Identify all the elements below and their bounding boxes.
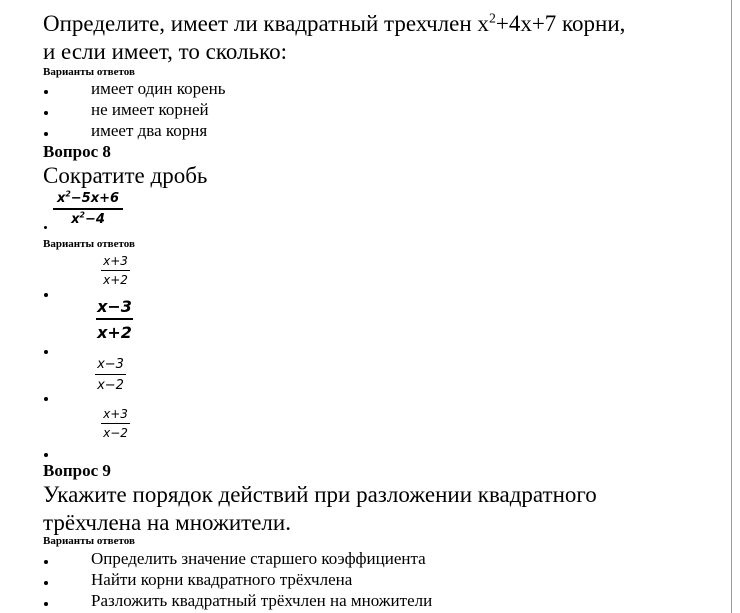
bullet-icon <box>44 453 48 457</box>
q9-text-line2: трёхчлена на множители. <box>43 510 291 535</box>
q8-fraction: $x^2-5x+6$ $x^2-4$ <box>53 190 123 230</box>
bullet-icon <box>44 350 48 354</box>
q8-text: Сократите дробь <box>43 163 208 188</box>
q8-option-3-denominator: x−2 <box>97 378 124 393</box>
q8-option-4-denominator: x−2 <box>103 426 128 440</box>
q7-text-line2: и если имеет, то сколько: <box>43 39 287 64</box>
bullet-icon <box>44 132 48 136</box>
page-edge <box>731 0 732 613</box>
q7-options-label: Варианты ответов <box>43 66 135 78</box>
q9-heading: Вопрос 9 <box>43 461 111 480</box>
q8-heading: Вопрос 8 <box>43 142 111 161</box>
bullet-icon <box>44 581 48 585</box>
q8-option-3[interactable] <box>95 356 126 396</box>
q8-option-2[interactable] <box>96 296 133 345</box>
bullet-icon <box>44 602 48 606</box>
q8-options-label: Варианты ответов <box>43 238 135 250</box>
bullet-icon <box>44 397 48 401</box>
q9-options-label: Варианты ответов <box>43 535 135 547</box>
bullet-icon <box>44 111 48 115</box>
q8-option-4-numerator: x+3 <box>103 407 128 421</box>
q8-option-1-numerator: x+3 <box>103 254 128 268</box>
q7-option-3[interactable]: имеет два корня <box>91 121 208 140</box>
bullet-icon <box>44 560 48 564</box>
q8-option-1[interactable] <box>101 253 130 289</box>
bullet-icon <box>44 226 47 229</box>
q9-option-2[interactable]: Найти корни квадратного трёхчлена <box>91 570 353 589</box>
q7-option-1[interactable]: имеет один корень <box>91 79 226 98</box>
q7-text-line1: Определите, имеет ли квадратный трехчлен $x^2+4x+7$ корни, <box>43 10 626 36</box>
bullet-icon <box>44 293 48 297</box>
q8-option-3-numerator: x−3 <box>97 357 124 372</box>
q8-option-1-denominator: x+2 <box>103 273 128 287</box>
q8-option-4[interactable] <box>101 406 130 443</box>
q8-option-2-numerator: x−3 <box>97 297 132 316</box>
q9-text-line1: Укажите порядок действий при разложении квадратного <box>43 482 597 507</box>
bullet-icon <box>44 90 48 94</box>
q8-option-2-denominator: x+2 <box>97 323 132 342</box>
q9-option-1[interactable]: Определить значение старшего коэффициента <box>91 549 426 568</box>
q7-option-2[interactable]: не имеет корней <box>91 100 209 119</box>
q9-option-3[interactable]: Разложить квадратный трёхчлен на множители <box>91 591 433 610</box>
